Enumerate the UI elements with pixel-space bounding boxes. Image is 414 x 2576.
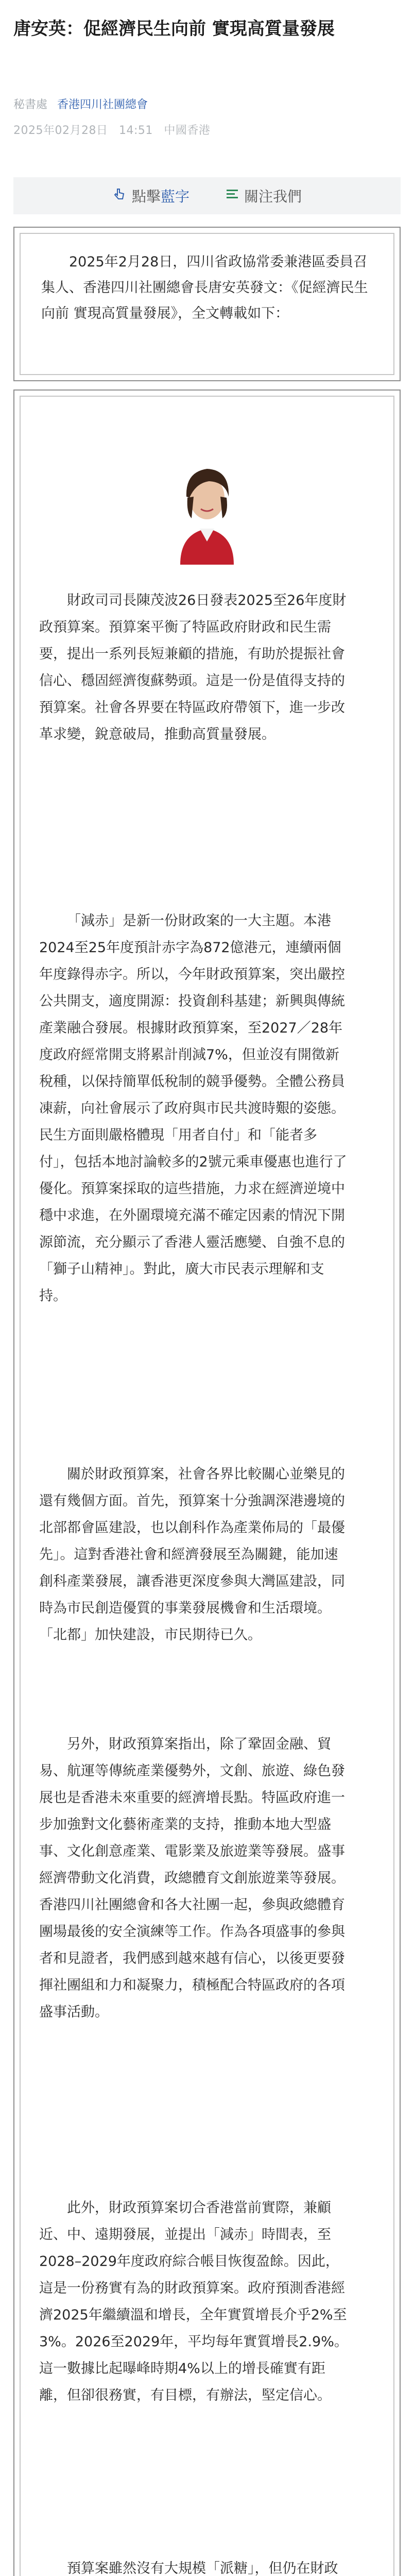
follow-label: 關注我們: [244, 188, 302, 205]
account-name-link[interactable]: 香港四川社團總會: [57, 98, 148, 111]
intro-text: 2025年2月28日，四川省政協常委兼港區委員召集人、香港四川社團總會長唐安英發文：《促經濟民生向前 實現高質量發展》，全文轉載如下：: [20, 233, 394, 375]
article-paragraph: 財政司司長陳茂波26日發表2025至26年度財政預算案。預算案平衡了特區政府財政和民生需要，提出一系列長短兼顧的措施，有助於提振社會信心、穩固經濟復蘇勢頭。這是一份是值得支持的預算案。社會各界要在特區政府帶領下，進一步改革求變，銳意破局，推動高質量發展。: [39, 592, 347, 742]
hand-pointer-icon: [112, 187, 127, 205]
article-paragraph: 「減赤」是新一份財政案的一大主題。本港2024至25年度預計赤字為872億港元，連續兩個年度錄得赤字。所以，今年財政預算案，突出嚴控公共開支，適度開源：投資創科基建；新興與傳統產業融合發展。根據財政預算案，至2027／28年度政府經常開支將累計削減7%，但並沒有開徵新稅種，以保持簡單低稅制的競爭優勢。全體公務員凍薪，向社會展示了政府與市民共渡時艱的姿態。民生方面則嚴格體現「用者自付」和「能者多付」，包括本地討論較多的2號元乘車優惠也進行了優化。預算案採取的這些措施，力求在經濟逆境中穩中求進，在外圍環境充滿不確定因素的情況下開源節流，充分顯示了香港人靈活應變、自強不息的「獅子山精神」。對此，廣大市民表示理解和支持。: [39, 913, 347, 1304]
byline-role: 秘書處: [13, 98, 48, 111]
follow-bar[interactable]: [13, 177, 401, 214]
like-prefix: 點擊: [131, 188, 161, 205]
list-icon: [226, 188, 239, 205]
publish-time: 14:51: [118, 124, 153, 137]
author-portrait: [160, 436, 254, 565]
article-paragraph: 關於財政預算案，社會各界比較關心並樂見的還有幾個方面。首先，預算案十分強調深港邊境的北部都會區建設，也以創科作為產業佈局的「最優先」。這對香港社會和經濟發展至為關鍵，能加速創科產業發展，讓香港更深度參與大灣區建設，同時為市民創造優質的事業發展機會和生活環境。「北都」加快建設，市民期待已久。: [39, 1466, 345, 1643]
like-highlight: 藍字: [160, 188, 189, 205]
intro-box: [13, 227, 401, 381]
article-paragraph: 此外，財政預算案切合香港當前實際，兼顧近、中、遠期發展，並提出「減赤」時間表，至2028–2029年度政府綜合帳目恢復盈餘。因此，這是一份務實有為的財政預算案。政府預測香港經濟2025年繼續溫和增長，全年實質增長介乎2%至3%。2026至2029年，平均每年實質增長2.9%。這一數據比起曝峰時期4%以上的增長確實有距離，但卻很務實，有目標，有辦法，堅定信心。: [39, 2200, 348, 2403]
article-paragraph: 另外，財政預算案指出，除了鞏固金融、貿易、航運等傳統產業優勢外，文創、旅遊、綠色發展也是香港未來重要的經濟增長點。特區政府進一步加強對文化藝術產業的支持，推動本地大型盛事、文化創意產業、電影業及旅遊業等發展。盛事經濟帶動文化消費，政總體育文創旅遊業等發展。香港四川社團總會和各大社團一起，參與政總體育團場最後的安全演練等工作。作為各項盛事的參與者和見證者，我們感到越來越有信心，以後更要發揮社團組和力和凝聚力，積極配合特區政府的各項盛事活動。: [39, 1736, 345, 2020]
publish-meta: [13, 122, 217, 138]
publish-location: 中國香港: [164, 124, 211, 137]
article-paragraph: 預算案雖然沒有大規模「派糖」，但仍在財政: [67, 2561, 338, 2576]
publish-date: 2025年02月28日: [13, 124, 108, 137]
byline: [13, 96, 148, 112]
article-title: 唐安英：促經濟民生向前 實現高質量發展: [13, 19, 335, 39]
